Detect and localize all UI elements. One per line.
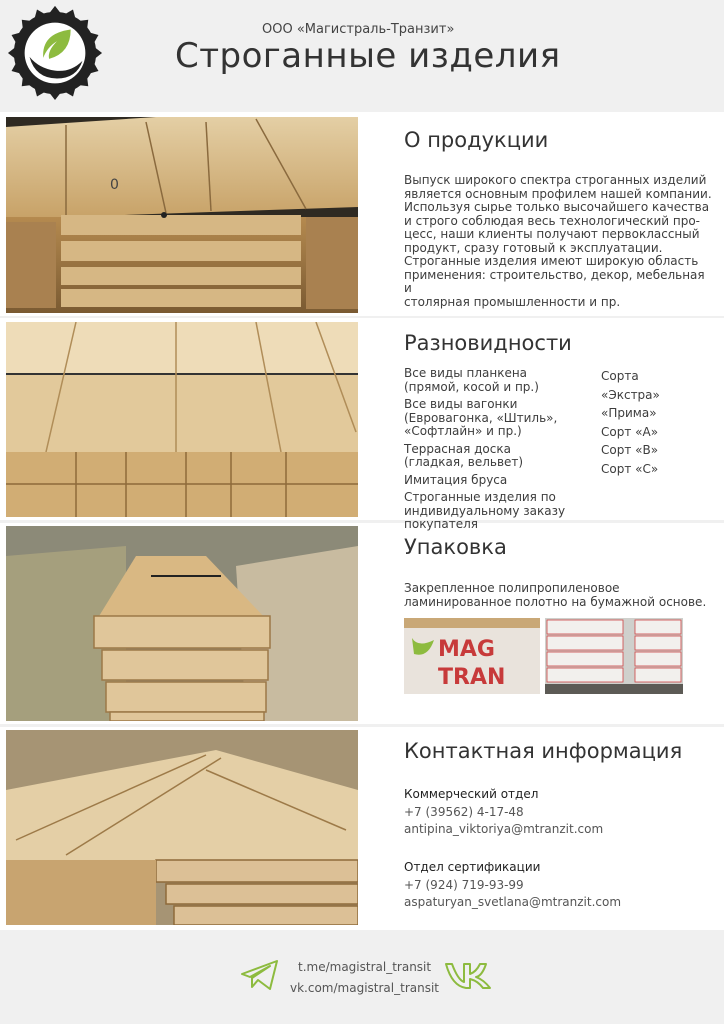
email-link[interactable]: antipina_viktoriya@mtranzit.com — [404, 822, 604, 836]
product-photo-stack — [6, 526, 358, 721]
varieties-list — [404, 367, 634, 532]
list-item: Сорт «А» — [601, 424, 659, 439]
page-title: Строганные изделия — [175, 36, 561, 76]
product-photo-planks — [6, 322, 358, 517]
about-title: О продукции — [404, 128, 549, 152]
about-text: Выпуск широкого спектра строганных изделий является основным профилем нашей компании. Используя сырье только высочайшего качества и строго соблюдая весь технологический про- цесс, наши клиенты получают первоклассный продукт, сразу готовый к эксплуатации. Строганные изделия имеют широкую область применения: строительство, декор, мебельная и столярная промышленности и пр. — [404, 173, 712, 309]
svg-text:0: 0 — [110, 177, 119, 193]
grades-title: Сорта — [601, 369, 639, 383]
list-item: Имитация бруса — [404, 472, 508, 487]
phone-link[interactable]: +7 (924) 719-93-99 — [404, 878, 524, 892]
vk-icon[interactable] — [444, 960, 492, 990]
email-link[interactable]: aspaturyan_svetlana@mtranzit.com — [404, 895, 622, 909]
packaging-wrap-text-1: MAG — [438, 637, 495, 662]
packaging-photo-warehouse — [545, 618, 683, 694]
department-name: Коммерческий отдел — [404, 787, 539, 801]
contacts-title: Контактная информация — [404, 739, 683, 763]
contact-commercial — [404, 787, 603, 836]
list-item: Террасная доска (гладкая, вельвет) — [404, 441, 524, 469]
telegram-link[interactable]: t.me/magistral_transit — [298, 960, 432, 974]
list-item: Все виды планкена (прямой, косой и пр.) — [404, 366, 539, 394]
list-item: Сорт «С» — [601, 461, 659, 476]
vk-link[interactable]: vk.com/magistral_transit — [290, 981, 439, 995]
packaging-title: Упаковка — [404, 535, 507, 559]
list-item: «Экстра» — [601, 387, 660, 402]
phone-link[interactable]: +7 (39562) 4-17-48 — [404, 805, 524, 819]
list-item: Строганные изделия по индивидуальному заказу покупателя — [404, 490, 566, 531]
product-photo-boards — [6, 117, 358, 313]
contact-certification — [404, 860, 621, 909]
packaging-wrap-text-2: TRAN — [438, 665, 506, 690]
packaging-text: Закрепленное полипропиленовое ламинированное полотно на бумажной основе. — [404, 581, 707, 609]
telegram-icon[interactable] — [240, 958, 280, 992]
product-photo-lining — [6, 730, 358, 925]
department-name: Отдел сертификации — [404, 860, 541, 874]
varieties-title: Разновидности — [404, 331, 572, 355]
list-item: Сорт «В» — [601, 443, 659, 457]
list-item: «Прима» — [601, 406, 657, 420]
list-item: Все виды вагонки (Евровагонка, «Штиль», «Софтлайн» и пр.) — [404, 397, 558, 438]
packaging-photo-wrapped — [404, 618, 540, 694]
company-name: ООО «Магистраль-Транзит» — [262, 22, 455, 37]
grades-list — [601, 367, 660, 478]
company-logo — [6, 4, 104, 102]
